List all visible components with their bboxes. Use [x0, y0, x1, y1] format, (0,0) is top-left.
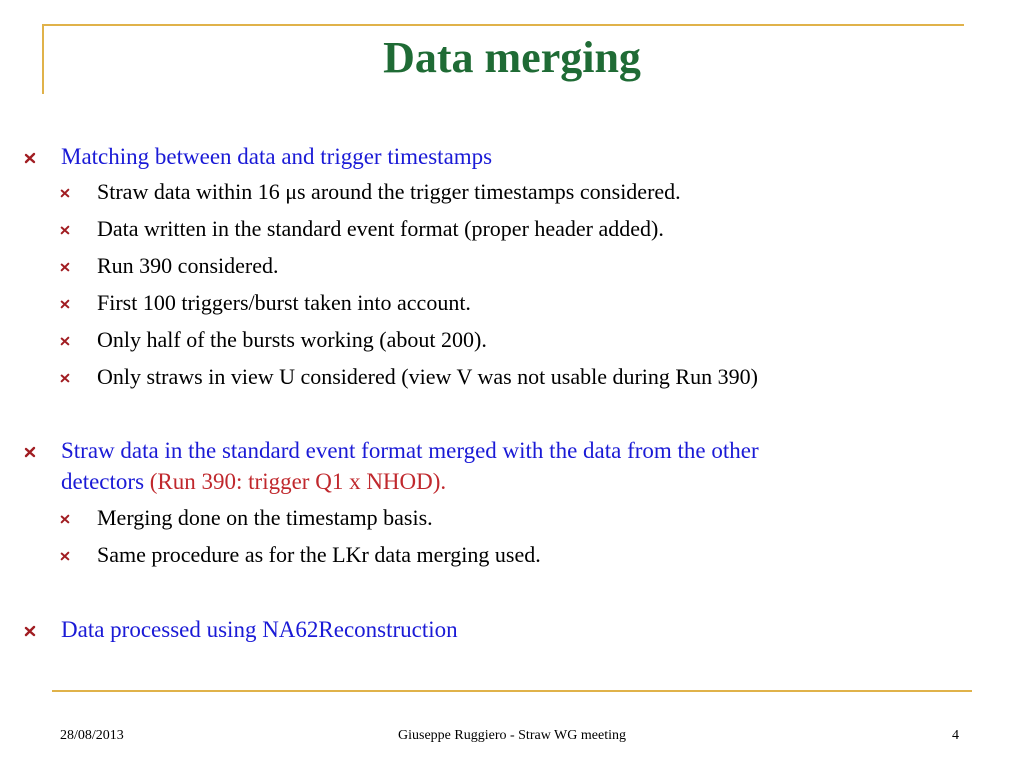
- footer-presenter: Giuseppe Ruggiero - Straw WG meeting: [398, 728, 626, 743]
- slide-title: Data merging: [383, 33, 641, 82]
- cross-mark-icon: [60, 188, 70, 198]
- cross-mark-icon: [24, 625, 36, 637]
- sub-bullet: Straw data within 16 μs around the trigger timestamps considered.: [97, 179, 681, 204]
- run-note: (Run 390: trigger Q1 x NHOD).: [149, 469, 447, 494]
- cross-mark-icon: [60, 299, 70, 309]
- sub-bullet: Same procedure as for the LKr data merging used.: [97, 542, 541, 567]
- cross-mark-icon: [24, 152, 36, 164]
- sub-bullet: Only straws in view U considered (view V was not usable during Run 390): [97, 364, 758, 389]
- sub-bullet: Merging done on the timestamp basis.: [97, 505, 433, 530]
- cross-mark-icon: [60, 225, 70, 235]
- cross-mark-icon: [60, 514, 70, 524]
- bullet-straw-merged-continued: [61, 470, 446, 493]
- sub-bullet: Run 390 considered.: [97, 253, 279, 278]
- detectors-text: detectors: [61, 469, 145, 494]
- footer-rule: [52, 690, 972, 692]
- sub-bullet: First 100 triggers/burst taken into account.: [97, 290, 471, 315]
- cross-mark-icon: [60, 373, 70, 383]
- cross-mark-icon: [60, 262, 70, 272]
- sub-bullet: Data written in the standard event format (proper header added).: [97, 216, 664, 241]
- footer-page-number: 4: [952, 728, 959, 743]
- bullet-reconstruction: Data processed using NA62Reconstruction: [61, 617, 458, 642]
- cross-mark-icon: [60, 336, 70, 346]
- footer-date: 28/08/2013: [60, 728, 124, 743]
- bullet-matching: Matching between data and trigger timestamps: [61, 144, 493, 169]
- bullet-straw-merged: Straw data in the standard event format merged with the data from the other: [61, 438, 759, 463]
- sub-bullet: Only half of the bursts working (about 200).: [97, 327, 487, 352]
- cross-mark-icon: [60, 551, 70, 561]
- cross-mark-icon: [24, 446, 36, 458]
